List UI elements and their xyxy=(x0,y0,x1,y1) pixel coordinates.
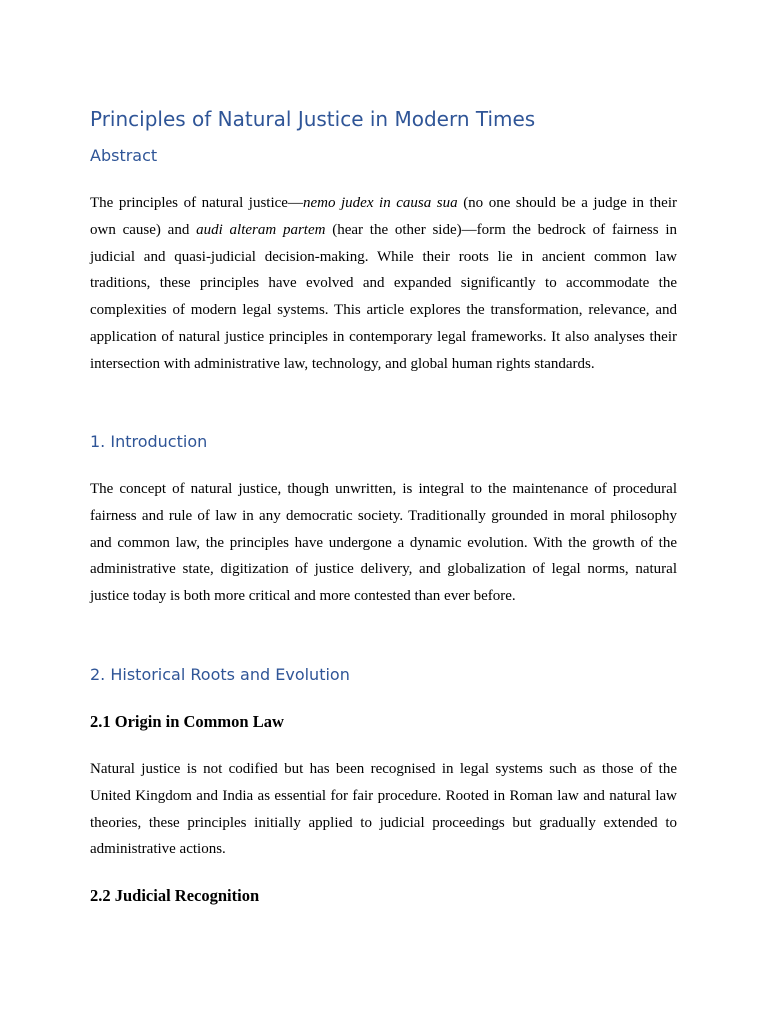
abstract-paragraph xyxy=(90,190,677,378)
abstract-text-2: (no one should be a judge in their own cause) and xyxy=(90,195,677,238)
document-title: Principles of Natural Justice in Modern Times xyxy=(90,107,536,131)
abstract-italic-2: audi alteram partem xyxy=(196,221,326,238)
subsection-judicial-heading: 2.2 Judicial Recognition xyxy=(90,886,260,905)
abstract-text-3: (hear the other side)—form the bedrock of fairness in judicial and quasi-judicial decision-making. While their roots lie in ancient common law traditions, these principles have evolved and expanded significantly to accommodate the complexities of modern legal systems. This article explores the transformation, relevance, and application of natural justice principles in contemporary legal frameworks. It also analyses their intersection with administrative law, technology, and global human rights standards. xyxy=(90,221,678,372)
introduction-heading: 1. Introduction xyxy=(90,432,208,451)
origin-paragraph: Natural justice is not codified but has been recognised in legal systems such as those of the United Kingdom and India as essential for fair procedure. Rooted in Roman law and natural law theories, these principles initially applied to judicial proceedings but gradually extended to administrative actions. xyxy=(90,761,677,858)
subsection-origin-heading: 2.1 Origin in Common Law xyxy=(90,712,284,731)
abstract-text-1: The principles of natural justice— xyxy=(90,195,303,211)
abstract-italic-1: nemo judex in causa sua xyxy=(302,195,458,211)
abstract-heading: Abstract xyxy=(90,146,158,165)
historical-heading: 2. Historical Roots and Evolution xyxy=(90,665,350,684)
introduction-paragraph: The concept of natural justice, though unwritten, is integral to the maintenance of procedural fairness and rule of law in any democratic society. Traditionally grounded in moral philosophy and common law, the principles have undergone a dynamic evolution. With the growth of the administrative state, digitization of justice delivery, and globalization of legal norms, natural justice today is both more critical and more contested than ever before. xyxy=(90,481,677,605)
